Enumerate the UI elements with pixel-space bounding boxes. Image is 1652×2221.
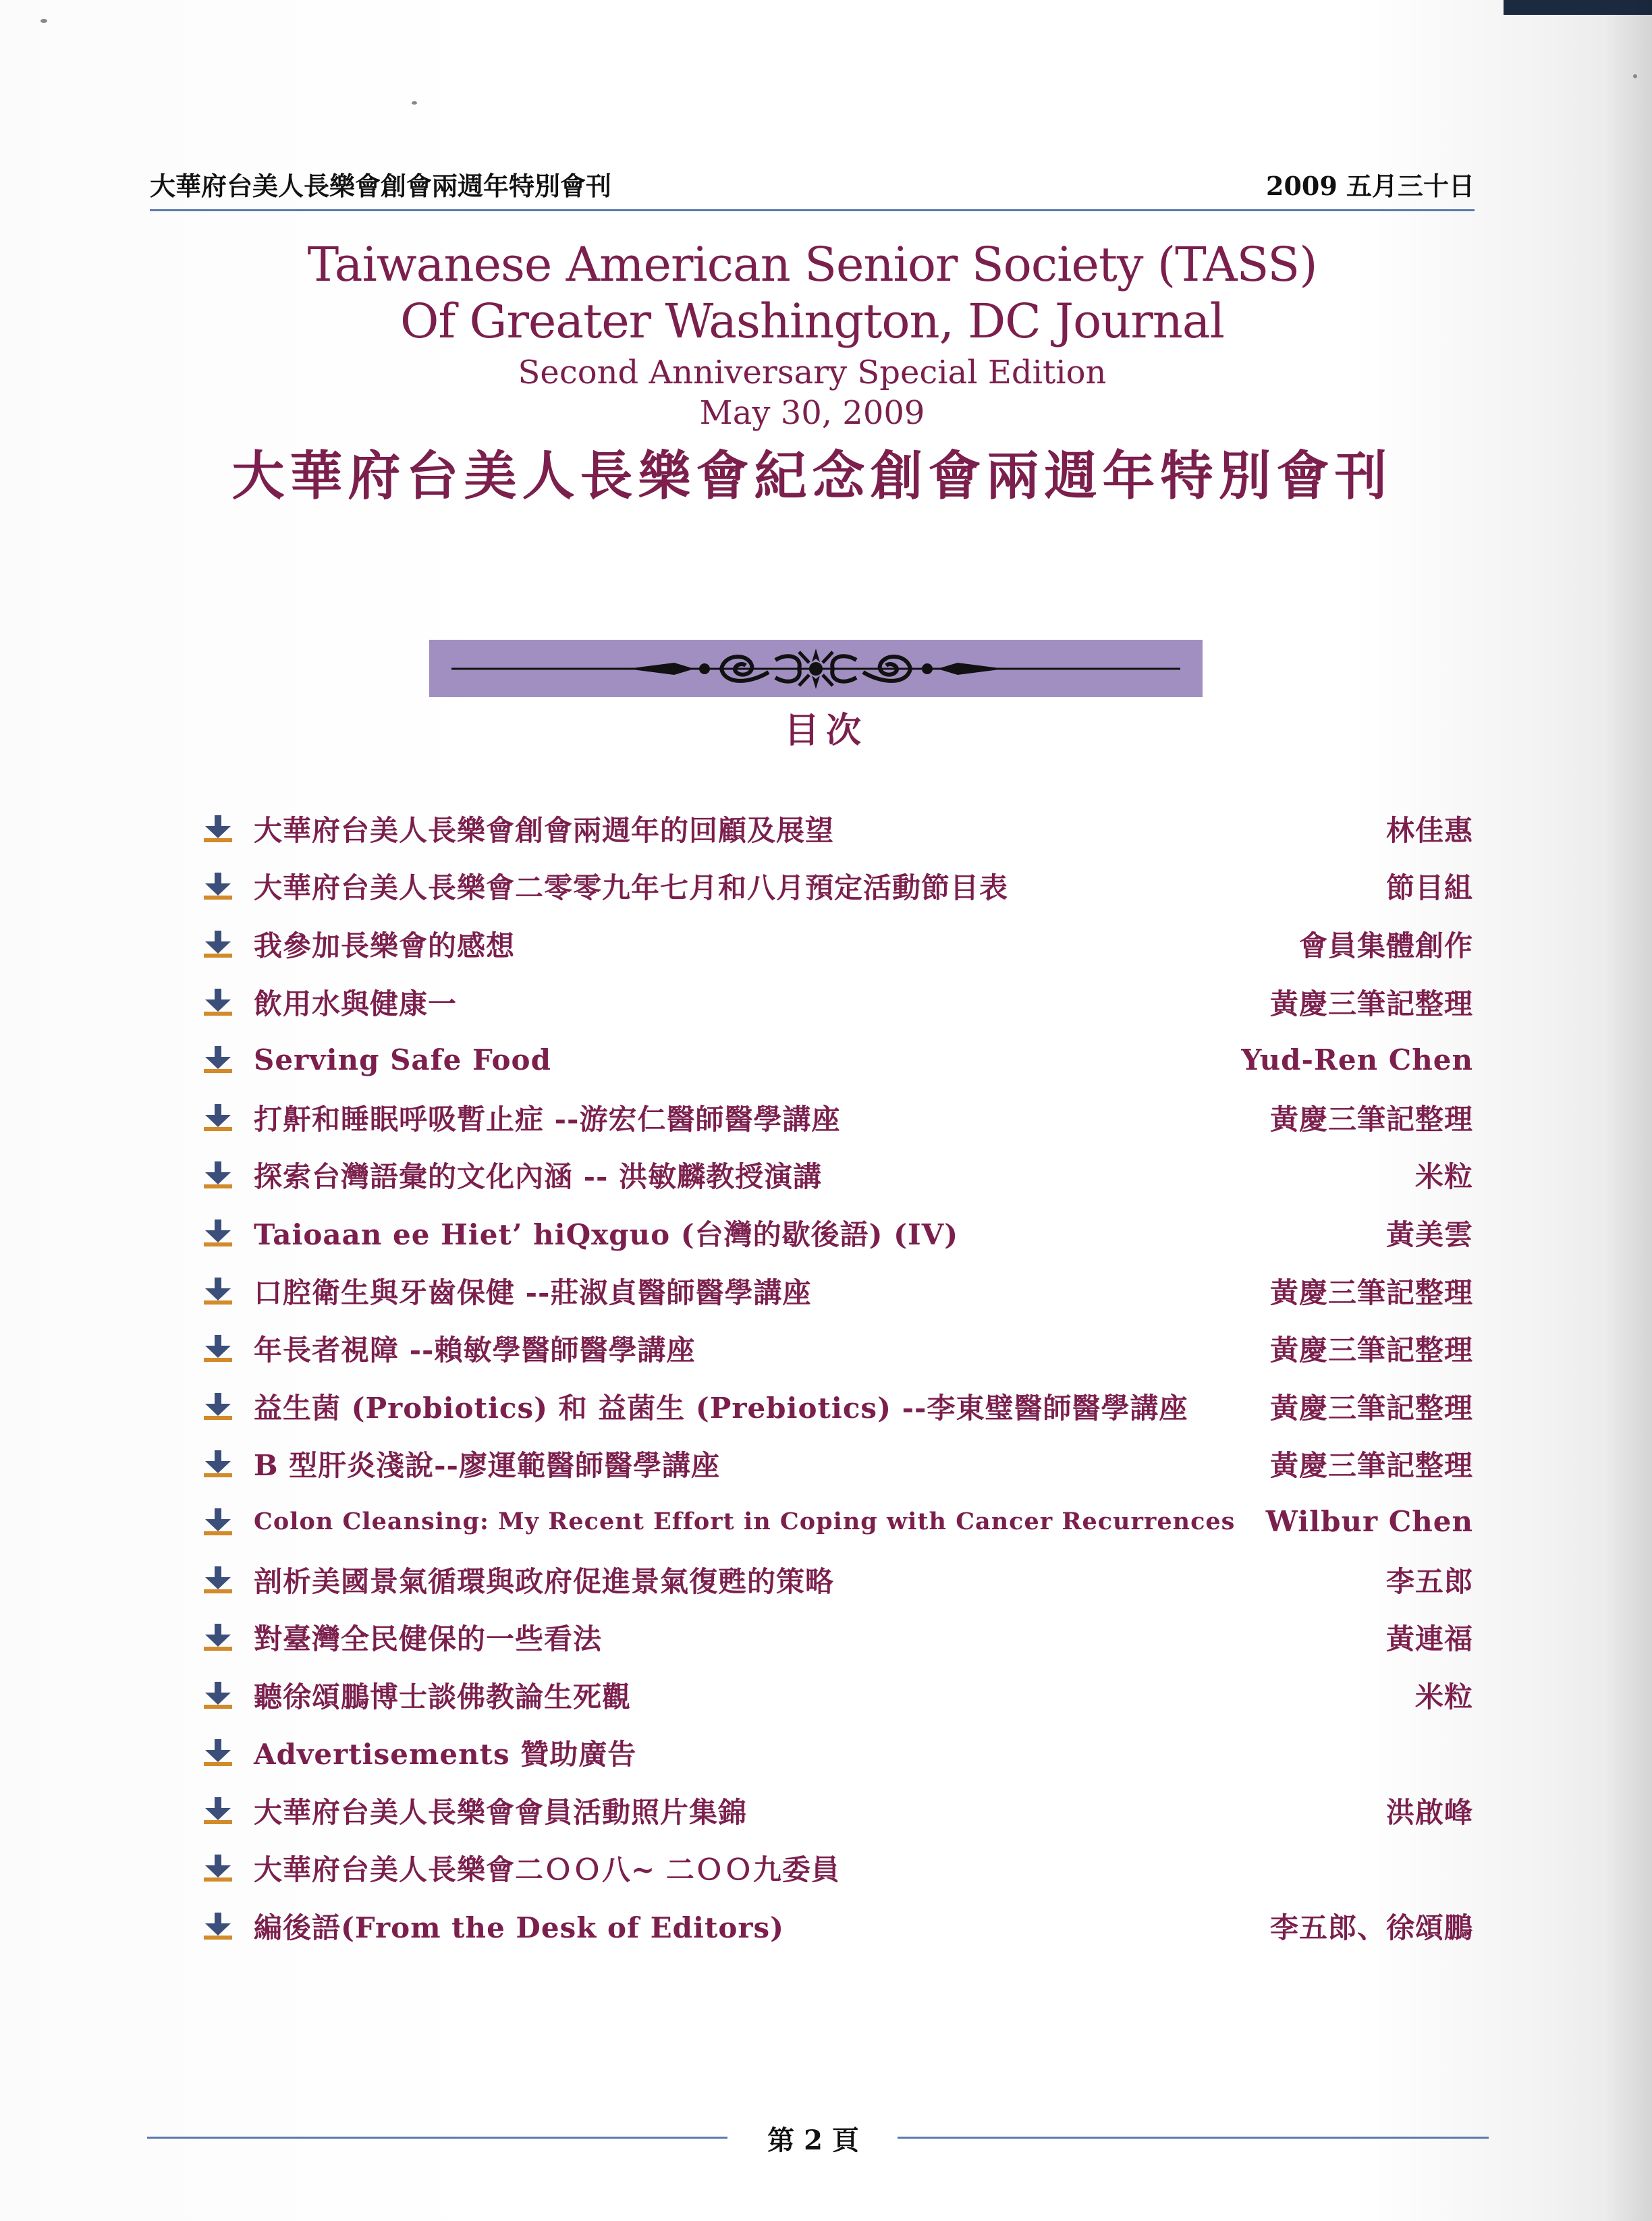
down-arrow-bullet-icon (201, 987, 235, 1017)
toc-entry-title: 飲用水與健康一 (254, 987, 458, 1020)
table-of-contents (201, 800, 1473, 1955)
toc-entry (201, 915, 1473, 973)
scroll-ornament-icon (451, 645, 1180, 692)
toc-entry (201, 1551, 1473, 1609)
scan-speck (1633, 74, 1637, 78)
toc-entry-title: 大華府台美人長樂會會員活動照片集錦 (254, 1795, 748, 1829)
toc-entry-author: 黃連福 (1385, 1622, 1473, 1656)
down-arrow-bullet-icon (201, 1334, 235, 1363)
down-arrow-bullet-icon (201, 929, 235, 959)
toc-entry-author: 黃美雲 (1385, 1217, 1473, 1251)
toc-entry-title: 大華府台美人長樂會創會兩週年的回顧及展望 (254, 813, 835, 847)
toc-entry (201, 1319, 1473, 1377)
toc-entry-title: Colon Cleansing: My Recent Effort in Coping with Cancer Recurrences (254, 1508, 1236, 1536)
toc-entry-author: 林佳惠 (1385, 813, 1473, 847)
toc-entry-title: 聽徐頌鵬博士談佛教論生死觀 (254, 1680, 632, 1713)
toc-entry-author: 黃慶三筆記整理 (1269, 987, 1473, 1020)
toc-entry-title: 剖析美國景氣循環與政府促進景氣復甦的策略 (254, 1564, 835, 1598)
scan-speck (412, 101, 417, 105)
toc-entry (201, 1724, 1473, 1782)
ornament-band (429, 640, 1203, 697)
down-arrow-bullet-icon (201, 1276, 235, 1306)
toc-entry-title: 口腔衛生與牙齒保健 --莊淑貞醫師醫學講座 (254, 1276, 812, 1309)
toc-entry-title: 我參加長樂會的感想 (254, 929, 516, 962)
down-arrow-bullet-icon (201, 1738, 235, 1767)
toc-entry-title: 大華府台美人長樂會二零零九年七月和八月預定活動節目表 (254, 871, 1009, 905)
toc-entry-title: B 型肝炎淺說--廖運範醫師醫學講座 (254, 1449, 720, 1483)
toc-entry-title: 對臺灣全民健保的一些看法 (254, 1622, 603, 1656)
toc-entry (201, 1608, 1473, 1666)
toc-entry-author: 黃慶三筆記整理 (1269, 1449, 1473, 1483)
down-arrow-bullet-icon (201, 1911, 235, 1941)
toc-entry-author: 米粒 (1414, 1160, 1473, 1194)
down-arrow-bullet-icon (201, 1103, 235, 1132)
running-header-right: 2009 五月三十日 (1266, 171, 1475, 201)
toc-entry (201, 1782, 1473, 1840)
toc-entry-title: 編後語(From the Desk of Editors) (254, 1911, 785, 1945)
toc-entry (201, 1031, 1473, 1089)
down-arrow-bullet-icon (201, 1507, 235, 1537)
toc-entry (201, 858, 1473, 916)
toc-entry-author: 黃慶三筆記整理 (1269, 1276, 1473, 1309)
down-arrow-bullet-icon (201, 1853, 235, 1883)
header-rule (150, 209, 1475, 211)
down-arrow-bullet-icon (201, 1045, 235, 1074)
down-arrow-bullet-icon (201, 1449, 235, 1479)
toc-entry (201, 1089, 1473, 1147)
toc-entry-author: 黃慶三筆記整理 (1269, 1334, 1473, 1367)
toc-entry-author: 洪啟峰 (1385, 1795, 1473, 1829)
toc-entry-author: 李五郎、徐頌鵬 (1269, 1911, 1473, 1945)
toc-entry-title: 探索台灣語彙的文化內涵 -- 洪敏麟教授演講 (254, 1160, 823, 1194)
toc-entry-author: Wilbur Chen (1265, 1505, 1473, 1539)
title-line-2: Of Greater Washington, DC Journal (400, 294, 1224, 349)
toc-entry (201, 1377, 1473, 1435)
down-arrow-bullet-icon (201, 1218, 235, 1248)
down-arrow-bullet-icon (201, 1680, 235, 1710)
toc-entry-title: Advertisements 贊助廣告 (254, 1738, 637, 1772)
toc-entry (201, 1147, 1473, 1205)
toc-entry (201, 1840, 1473, 1898)
down-arrow-bullet-icon (201, 1565, 235, 1595)
footer-rule-left (147, 2137, 727, 2139)
toc-entry (201, 973, 1473, 1031)
toc-entry (201, 1204, 1473, 1262)
toc-entry (201, 1897, 1473, 1955)
toc-entry (201, 1493, 1473, 1551)
down-arrow-bullet-icon (201, 1622, 235, 1652)
toc-entry-title: 年長者視障 --賴敏學醫師醫學講座 (254, 1334, 696, 1367)
toc-entry-title: 打鼾和睡眠呼吸暫止症 --游宏仁醫師醫學講座 (254, 1102, 841, 1136)
toc-entry-author: 黃慶三筆記整理 (1269, 1102, 1473, 1136)
toc-entry-author: 李五郎 (1385, 1564, 1473, 1598)
edition-date: May 30, 2009 (699, 394, 925, 432)
running-header (150, 165, 1475, 202)
toc-entry (201, 1435, 1473, 1493)
scan-speck (40, 19, 47, 23)
toc-entry-title: Taioaan ee Hiet’ hiQxguo (台灣的歇後語) (IV) (254, 1217, 959, 1251)
page-number: 第 2 頁 (767, 2124, 859, 2156)
down-arrow-bullet-icon (201, 1160, 235, 1190)
title-line-1: Taiwanese American Senior Society (TASS) (307, 237, 1317, 292)
down-arrow-bullet-icon (201, 1392, 235, 1421)
footer-rule-right (898, 2137, 1489, 2139)
running-header-left: 大華府台美人長樂會創會兩週年特別會刊 (150, 171, 612, 201)
toc-entry (201, 800, 1473, 858)
toc-entry-title: 大華府台美人長樂會二ＯＯ八~ 二ＯＯ九委員 (254, 1853, 840, 1887)
chinese-title: 大華府台美人長樂會紀念創會兩週年特別會刊 (231, 445, 1393, 507)
toc-entry-author: 會員集體創作 (1298, 929, 1473, 962)
toc-entry-author: 節目組 (1385, 871, 1473, 905)
toc-entry-author: 黃慶三筆記整理 (1269, 1391, 1473, 1425)
toc-entry (201, 1666, 1473, 1724)
toc-entry (201, 1262, 1473, 1320)
toc-entry-title: Serving Safe Food (254, 1043, 551, 1076)
toc-entry-author: 米粒 (1414, 1680, 1473, 1713)
toc-entry-title: 益生菌 (Probiotics) 和 益菌生 (Prebiotics) --李東璧醫師醫學講座 (254, 1391, 1188, 1425)
toc-entry-author: Yud-Ren Chen (1241, 1043, 1473, 1076)
down-arrow-bullet-icon (201, 871, 235, 901)
down-arrow-bullet-icon (201, 1796, 235, 1826)
edition-label: Second Anniversary Special Edition (518, 354, 1107, 391)
page-shadow (1605, 0, 1652, 2221)
toc-heading: 目次 (783, 710, 868, 751)
title-block (150, 236, 1475, 510)
down-arrow-bullet-icon (201, 814, 235, 844)
